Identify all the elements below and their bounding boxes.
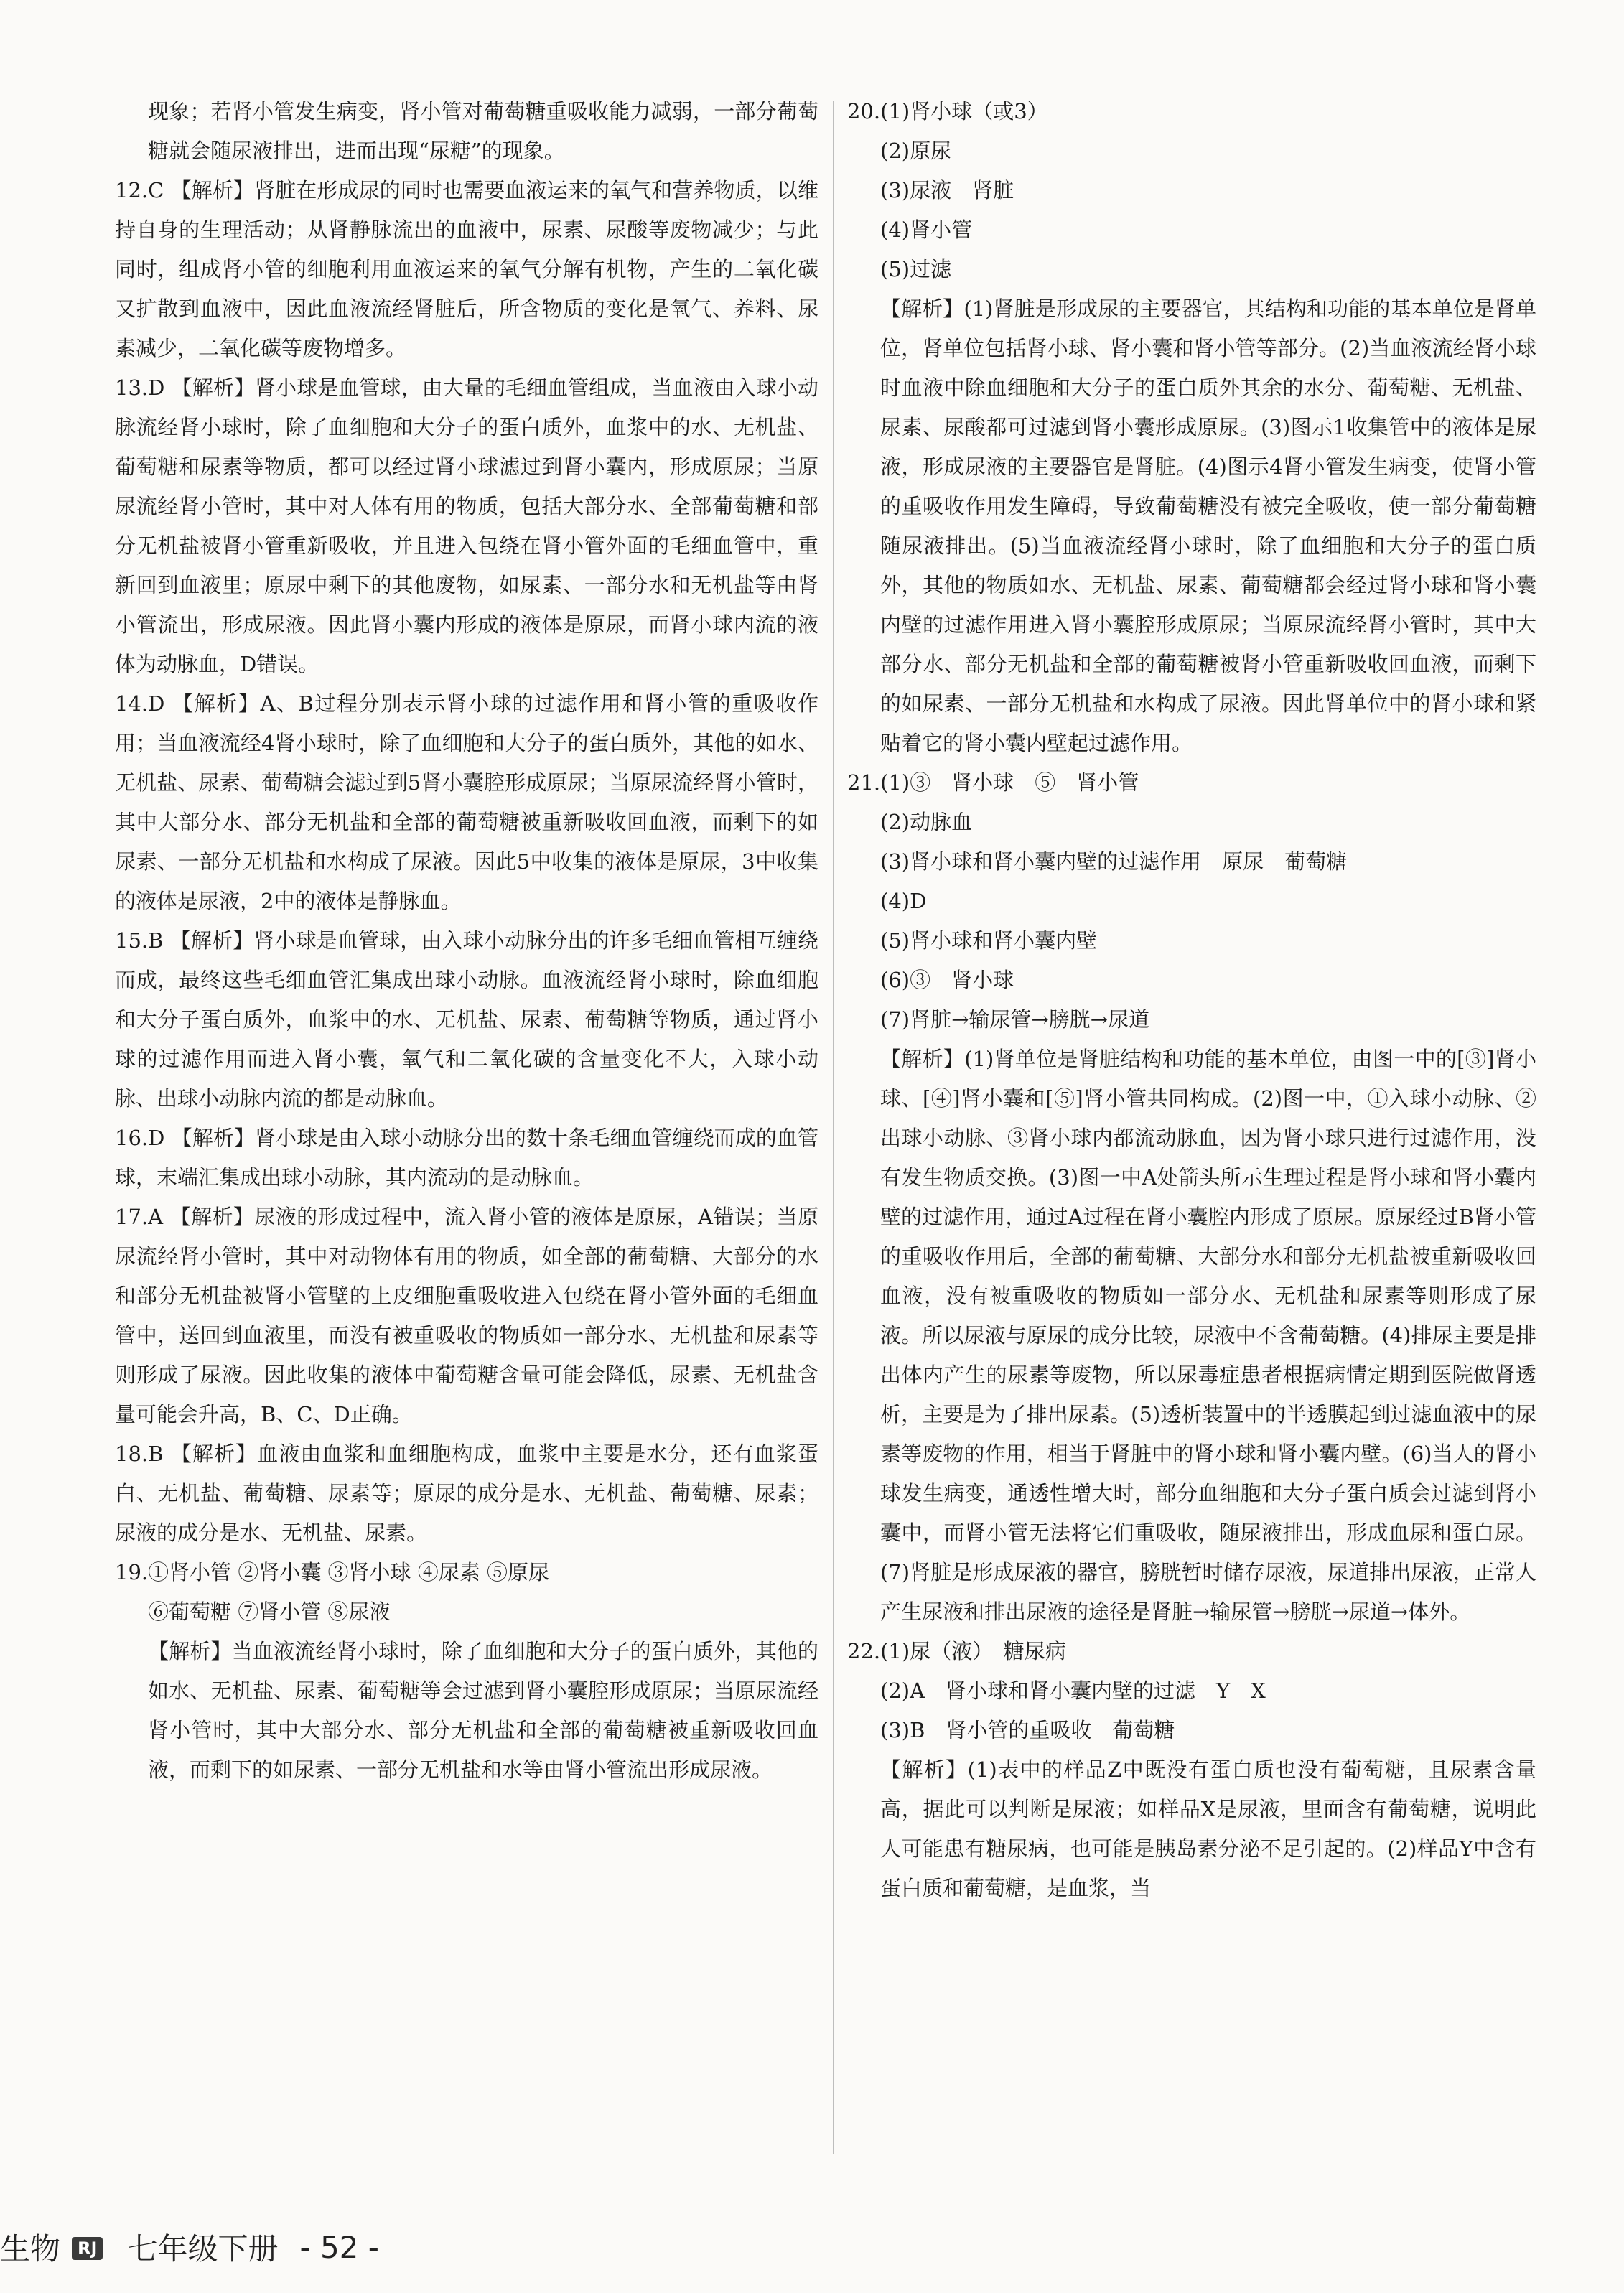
answer-paragraph: 12.C 【解析】肾脏在形成尿的同时也需要血液运来的氧气和营养物质，以维持自身的生理活动；从肾静脉流出的血液中，尿素、尿酸等废物减少；与此同时，组成肾小管的细胞利用血液运来的氧气分解有机物，产生的二氧化碳又扩散到血液中，因此血液流经肾脏后，所含物质的变化是氧气、养料、尿素减少，二氧化碳等废物增多。 bbox=[115, 178, 818, 360]
answer-paragraph: 13.D 【解析】肾小球是血管球，由大量的毛细血管组成，当血液由入球小动脉流经肾小球时，除了血细胞和大分子的蛋白质外，血浆中的水、无机盐、葡萄糖和尿素等物质，都可以经过肾小球滤过到肾小囊内，形成原尿；当原尿流经肾小管时，其中对人体有用的物质，包括大部分水、全部葡萄糖和部分无机盐被肾小管重新吸收，并且进入包绕在肾小管外面的毛细血管中，重新回到血液里；原尿中剩下的其他废物，如尿素、一部分水和无机盐等由肾小管流出，形成尿液。因此肾小囊内形成的液体是原尿，而肾小球内流的液体为动脉血，D错误。 bbox=[115, 375, 818, 676]
answer-paragraph: 【解析】(1)表中的样品Z中既没有蛋白质也没有葡萄糖，且尿素含量高，据此可以判断是尿液；如样品X是尿液，里面含有葡萄糖，说明此人可能患有糖尿病，也可能是胰岛素分泌不足引起的。(2)样品Y中含有蛋白质和葡萄糖，是血浆，当 bbox=[880, 1757, 1536, 1900]
answer-paragraph: 19.①肾小管 ②肾小囊 ③肾小球 ④尿素 ⑤原尿 bbox=[115, 1560, 549, 1584]
page-number: - 52 - bbox=[299, 2229, 379, 2265]
answer-paragraph: 22.(1)尿（液） 糖尿病 bbox=[847, 1639, 1066, 1663]
answer-paragraph: 20.(1)肾小球（或3） bbox=[847, 99, 1048, 123]
edition-badge: RJ bbox=[72, 2237, 103, 2260]
answer-paragraph: 17.A 【解析】尿液的形成过程中，流入肾小管的液体是原尿，A错误；当原尿流经肾小管时，其中对动物体有用的物质，如全部的葡萄糖、大部分的水和部分无机盐被肾小管壁的上皮细胞重吸收进入包绕在肾小管外面的毛细血管中，送回到血液里，而没有被重吸收的物质如一部分水、无机盐和尿素等则形成了尿液。因此收集的液体中葡萄糖含量可能会降低，尿素、无机盐含量可能会升高，B、C、D正确。 bbox=[115, 1205, 818, 1426]
answer-paragraph: (3)尿液 肾脏 bbox=[880, 178, 1014, 202]
answer-paragraph: (4)D bbox=[880, 889, 927, 913]
right-column bbox=[847, 92, 1536, 1908]
answer-paragraph: ⑥葡萄糖 ⑦肾小管 ⑧尿液 bbox=[148, 1600, 391, 1624]
column-divider bbox=[833, 101, 834, 2154]
answer-paragraph: (2)原尿 bbox=[880, 139, 952, 163]
answer-paragraph: 【解析】当血液流经肾小球时，除了血细胞和大分子的蛋白质外，其他的如水、无机盐、尿素、葡萄糖等会过滤到肾小囊腔形成原尿；当原尿流经肾小管时，其中大部分水、部分无机盐和全部的葡萄糖被重新吸收回血液，而剩下的如尿素、一部分无机盐和水等由肾小管流出形成尿液。 bbox=[148, 1639, 818, 1782]
answer-paragraph: 【解析】(1)肾脏是形成尿的主要器官，其结构和功能的基本单位是肾单位，肾单位包括肾小球、肾小囊和肾小管等部分。(2)当血液流经肾小球时血液中除血细胞和大分子的蛋白质外其余的水分、葡萄糖、无机盐、尿素、尿酸都可过滤到肾小囊形成原尿。(3)图示1收集管中的液体是尿液，形成尿液的主要器官是肾脏。(4)图示4肾小管发生病变，使肾小管的重吸收作用发生障碍，导致葡萄糖没有被完全吸收，使一部分葡萄糖随尿液排出。(5)当血液流经肾小球时，除了血细胞和大分子的蛋白质外，其他的物质如水、无机盐、尿素、葡萄糖都会经过肾小球和肾小囊内壁的过滤作用进入肾小囊腔形成原尿；当原尿流经肾小管时，其中大部分水、部分无机盐和全部的葡萄糖被肾小管重新吸收回血液，而剩下的如尿素、一部分无机盐和水构成了尿液。因此肾单位中的肾小球和紧贴着它的肾小囊内壁起过滤作用。 bbox=[880, 296, 1536, 755]
answer-paragraph: (3)B 肾小管的重吸收 葡萄糖 bbox=[880, 1718, 1175, 1742]
answer-paragraph: (3)肾小球和肾小囊内壁的过滤作用 原尿 葡萄糖 bbox=[880, 849, 1348, 874]
subject-label: 生物 bbox=[0, 2231, 61, 2266]
answer-paragraph: 21.(1)③ 肾小球 ⑤ 肾小管 bbox=[847, 770, 1139, 795]
answer-paragraph: 14.D 【解析】A、B过程分别表示肾小球的过滤作用和肾小管的重吸收作用；当血液流经4肾小球时，除了血细胞和大分子的蛋白质外，其他的如水、无机盐、尿素、葡萄糖会滤过到5肾小囊腔形成原尿；当原尿流经肾小管时，其中大部分水、部分无机盐和全部的葡萄糖被重新吸收回血液，而剩下的如尿素、一部分无机盐和水构成了尿液。因此5中收集的液体是原尿，3中收集的液体是尿液，2中的液体是静脉血。 bbox=[115, 691, 818, 913]
page-footer bbox=[0, 2226, 379, 2269]
answer-paragraph: 16.D 【解析】肾小球是由入球小动脉分出的数十条毛细血管缠绕而成的血管球，末端汇集成出球小动脉，其内流动的是动脉血。 bbox=[115, 1126, 818, 1190]
answer-paragraph: (2)动脉血 bbox=[880, 810, 973, 834]
answer-paragraph: (7)肾脏→输尿管→膀胱→尿道 bbox=[880, 1007, 1149, 1032]
answer-paragraph: (5)过滤 bbox=[880, 257, 952, 281]
answer-paragraph: 15.B 【解析】肾小球是血管球，由入球小动脉分出的许多毛细血管相互缠绕而成，最终这些毛细血管汇集成出球小动脉。血液流经肾小球时，除血细胞和大分子蛋白质外，血浆中的水、无机盐、尿素、葡萄糖等物质，通过肾小球的过滤作用而进入肾小囊，氧气和二氧化碳的含量变化不大，入球小动脉、出球小动脉内流的都是动脉血。 bbox=[115, 928, 818, 1111]
answer-paragraph: 【解析】(1)肾单位是肾脏结构和功能的基本单位，由图一中的[③]肾小球、[④]肾小囊和[⑤]肾小管共同构成。(2)图一中，①入球小动脉、②出球小动脉、③肾小球内都流动脉血，因为肾小球只进行过滤作用，没有发生物质交换。(3)图一中A处箭头所示生理过程是肾小球和肾小囊内壁的过滤作用，通过A过程在肾小囊腔内形成了原尿。原尿经过B肾小管的重吸收作用后，全部的葡萄糖、大部分水和部分无机盐被重新吸收回血液，没有被重吸收的物质如一部分水、无机盐和尿素等则形成了尿液。所以尿液与原尿的成分比较，尿液中不含葡萄糖。(4)排尿主要是排出体内产生的尿素等废物，所以尿毒症患者根据病情定期到医院做肾透析，主要是为了排出尿素。(5)透析装置中的半透膜起到过滤血液中的尿素等废物的作用，相当于肾脏中的肾小球和肾小囊内壁。(6)当人的肾小球发生病变，通透性增大时，部分血细胞和大分子蛋白质会过滤到肾小囊中，而肾小管无法将它们重吸收，随尿液排出，形成血尿和蛋白尿。(7)肾脏是形成尿液的器官，膀胱暂时储存尿液，尿道排出尿液，正常人产生尿液和排出尿液的途径是肾脏→输尿管→膀胱→尿道→体外。 bbox=[880, 1047, 1536, 1624]
answer-paragraph: (2)A 肾小球和肾小囊内壁的过滤 Y X bbox=[880, 1678, 1266, 1703]
answer-paragraph: (6)③ 肾小球 bbox=[880, 968, 1014, 992]
answer-paragraph: 现象；若肾小管发生病变，肾小管对葡萄糖重吸收能力减弱，一部分葡萄糖就会随尿液排出，进而出现“尿糖”的现象。 bbox=[148, 99, 818, 163]
left-column bbox=[115, 92, 818, 1790]
answer-paragraph: 18.B 【解析】血液由血浆和血细胞构成，血浆中主要是水分，还有血浆蛋白、无机盐、葡萄糖、尿素等；原尿的成分是水、无机盐、葡萄糖、尿素；尿液的成分是水、无机盐、尿素。 bbox=[115, 1442, 818, 1545]
grade-label: 七年级下册 bbox=[127, 2231, 279, 2266]
answer-paragraph: (4)肾小管 bbox=[880, 218, 973, 242]
answer-paragraph: (5)肾小球和肾小囊内壁 bbox=[880, 928, 1098, 953]
